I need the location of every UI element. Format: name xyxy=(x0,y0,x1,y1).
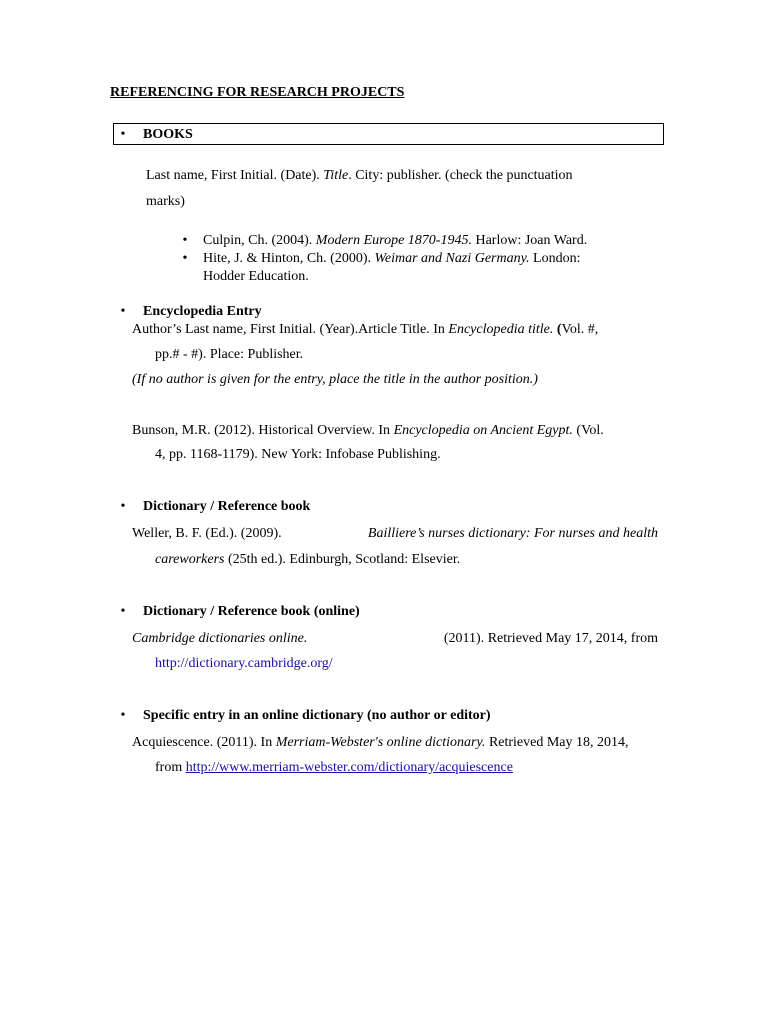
encyclopedia-ex-title: Encyclopedia on Ancient Egypt. xyxy=(393,423,573,438)
encyclopedia-format-title: Encyclopedia title. xyxy=(448,322,554,337)
cambridge-dictionary-link[interactable]: http://dictionary.cambridge.org/ xyxy=(155,656,333,671)
encyclopedia-heading: Encyclopedia Entry xyxy=(143,304,262,319)
dictionary-ex-title-cont: careworkers xyxy=(155,552,225,567)
books-example-2 xyxy=(203,251,581,267)
books-ex1-author: Culpin, Ch. (2004). xyxy=(203,233,316,248)
page-title: REFERENCING FOR RESEARCH PROJECTS xyxy=(110,85,405,100)
books-example-2-cont: Hodder Education. xyxy=(203,269,309,284)
dictionary-ex-title: Bailliere’s nurses dictionary: For nurses and health xyxy=(367,526,658,541)
encyclopedia-format-line2: pp.# - #). Place: Publisher. xyxy=(155,347,304,362)
specific-entry-ex-retrieved: Retrieved May 18, 2014, xyxy=(485,735,629,750)
books-ex1-publisher: Harlow: Joan Ward. xyxy=(471,233,588,248)
books-format-line2: marks) xyxy=(146,194,185,209)
books-format-text: Last name, First Initial. (Date). xyxy=(146,168,324,183)
specific-entry-heading: Specific entry in an online dictionary (no author or editor) xyxy=(143,708,491,723)
specific-entry-ex-text: Acquiescence. (2011). In xyxy=(132,735,276,750)
dictionary-example-line1 xyxy=(132,526,658,542)
bullet-books-ex2: • xyxy=(182,251,188,266)
books-ex2-author: Hite, J. & Hinton, Ch. (2000). xyxy=(203,251,375,266)
dictionary-online-heading: Dictionary / Reference book (online) xyxy=(143,604,360,619)
encyclopedia-example-line2: 4, pp. 1168-1179). New York: Infobase Publishing. xyxy=(155,447,441,462)
encyclopedia-format-vol: Vol. #, xyxy=(561,322,599,337)
merriam-webster-link[interactable]: http://www.merriam-webster.com/dictionary/acquiescence xyxy=(185,760,513,775)
books-ex2-city: London: xyxy=(529,251,581,266)
specific-entry-ex-title: Merriam-Webster's online dictionary. xyxy=(275,735,486,750)
encyclopedia-ex-author: Bunson, M.R. (2012). Historical Overview. In xyxy=(132,423,394,438)
bullet-encyclopedia: • xyxy=(120,304,126,319)
specific-entry-example-line2 xyxy=(155,760,513,776)
dictionary-ex-edition: (25th ed.). Edinburgh, Scotland: Elsevier. xyxy=(224,552,461,567)
books-format-title: Title xyxy=(323,168,349,183)
encyclopedia-ex-vol: (Vol. xyxy=(572,423,604,438)
specific-entry-example-line1 xyxy=(132,735,629,751)
dictionary-online-ex-retrieved: (2011). Retrieved May 17, 2014, from xyxy=(443,631,658,646)
encyclopedia-example-line1 xyxy=(132,423,604,439)
bullet-books-ex1: • xyxy=(182,233,188,248)
encyclopedia-format-text: Author’s Last name, First Initial. (Year).Article Title. In xyxy=(132,322,449,337)
books-format-line1 xyxy=(146,168,573,184)
dictionary-example-line2 xyxy=(155,552,460,568)
books-ex1-title: Modern Europe 1870-1945. xyxy=(315,233,472,248)
dictionary-online-example-line1 xyxy=(132,631,658,647)
dictionary-heading: Dictionary / Reference book xyxy=(143,499,311,514)
encyclopedia-format-paren: ( xyxy=(553,322,562,337)
bullet-specific-entry: • xyxy=(120,708,126,723)
encyclopedia-note: (If no author is given for the entry, place the title in the author position.) xyxy=(132,372,538,387)
dictionary-online-ex-title: Cambridge dictionaries online. xyxy=(132,631,308,646)
books-ex2-title: Weimar and Nazi Germany. xyxy=(374,251,530,266)
bullet-dictionary: • xyxy=(120,499,126,514)
books-heading-box xyxy=(113,123,664,145)
encyclopedia-format-line1 xyxy=(132,322,598,338)
specific-entry-ex-from: from xyxy=(155,760,186,775)
dictionary-ex-author: Weller, B. F. (Ed.). (2009). xyxy=(132,526,282,541)
books-example-1 xyxy=(203,233,587,249)
books-heading: BOOKS xyxy=(143,127,193,142)
bullet-dictionary-online: • xyxy=(120,604,126,619)
books-format-text-b: . City: publisher. (check the punctuation xyxy=(348,168,573,183)
bullet-books: • xyxy=(120,127,126,142)
